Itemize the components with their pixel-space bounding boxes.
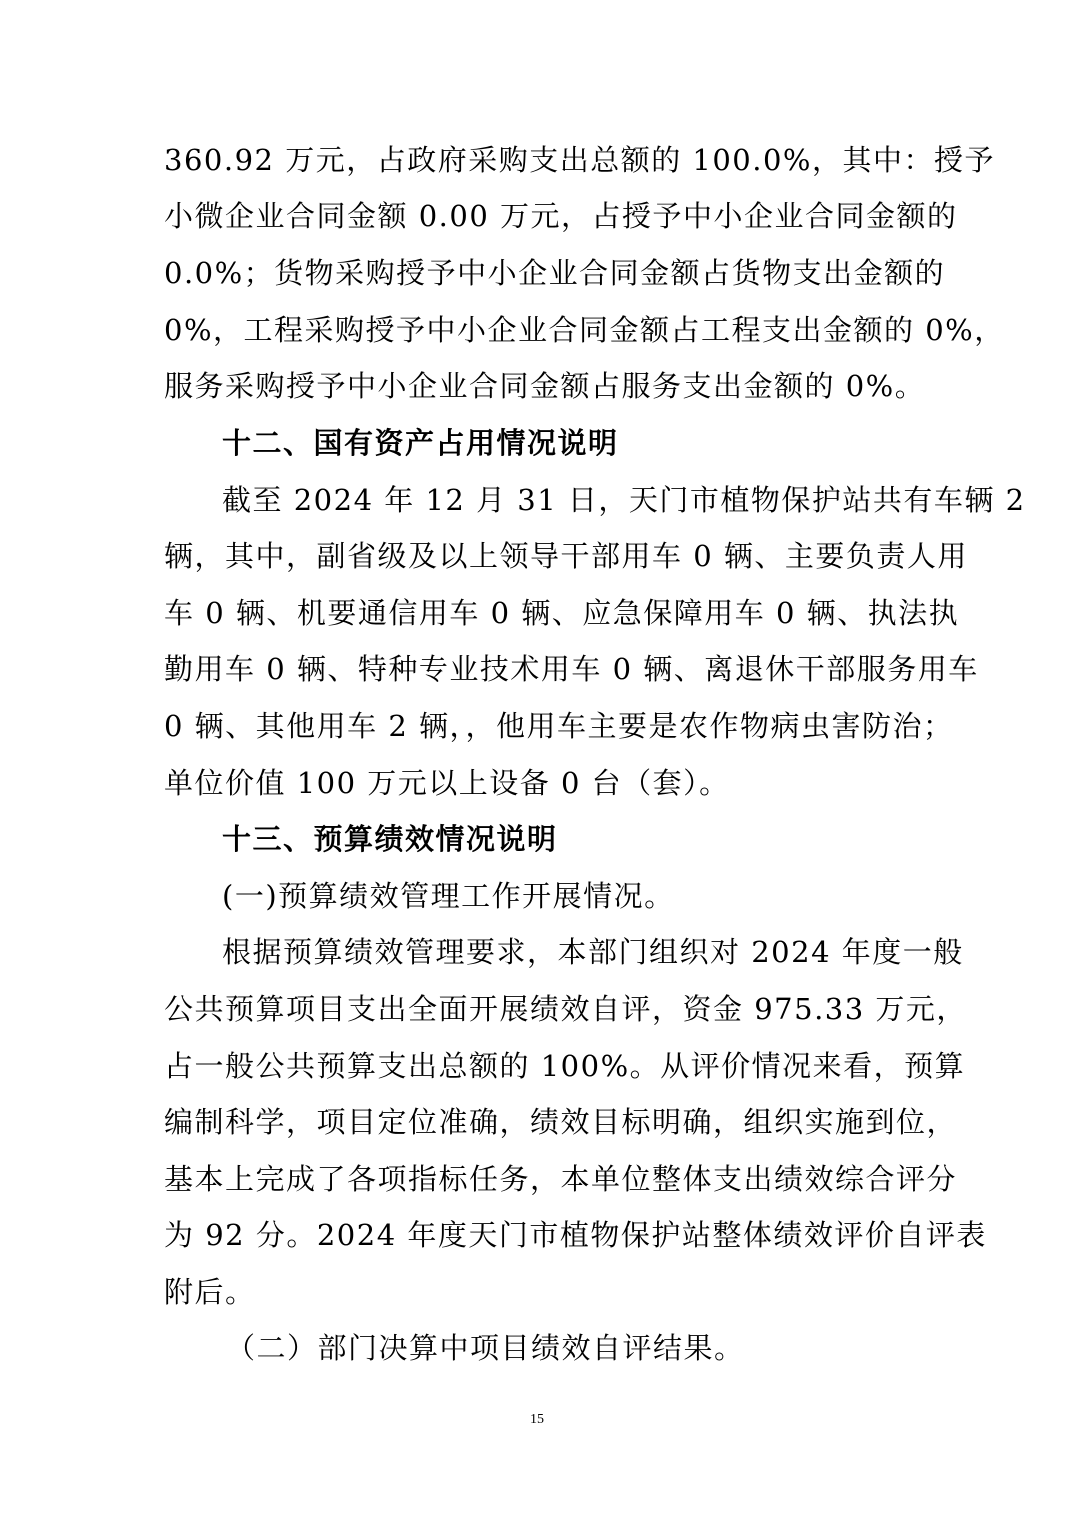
section-heading-12: 十二、国有资产占用情况说明 — [222, 426, 619, 460]
body-line: 为 92 分。2024 年度天门市植物保护站整体绩效评价自评表 — [164, 1218, 987, 1252]
body-line: 360.92 万元，占政府采购支出总额的 100.0%，其中：授予 — [164, 143, 995, 177]
body-line: 0.0%；货物采购授予中小企业合同金额占货物支出金额的 — [164, 256, 946, 290]
page-number: 15 — [530, 1412, 544, 1427]
body-line: 辆，其中，副省级及以上领导干部用车 0 辆、主要负责人用 — [164, 539, 968, 573]
body-line: 勤用车 0 辆、特种专业技术用车 0 辆、离退休干部服务用车 — [164, 652, 979, 686]
body-line: 小微企业合同金额 0.00 万元，占授予中小企业合同金额的 — [164, 199, 958, 233]
body-line: 基本上完成了各项指标任务，本单位整体支出绩效综合评分 — [164, 1162, 958, 1196]
body-line: 服务采购授予中小企业合同金额占服务支出金额的 0%。 — [164, 369, 926, 403]
body-line: 公共预算项目支出全面开展绩效自评，资金 975.33 万元， — [164, 992, 967, 1026]
body-line: 0 辆、其他用车 2 辆，，他用车主要是农作物病虫害防治； — [164, 709, 954, 743]
body-line: 单位价值 100 万元以上设备 0 台（套）。 — [164, 766, 730, 800]
subsection-heading: (一)预算绩效管理工作开展情况。 — [222, 879, 675, 913]
body-line: 0%，工程采购授予中小企业合同金额占工程支出金额的 0%， — [164, 313, 1005, 347]
body-line: 截至 2024 年 12 月 31 日，天门市植物保护站共有车辆 2 — [222, 483, 1026, 517]
body-line: 附后。 — [164, 1275, 256, 1309]
body-line: 车 0 辆、机要通信用车 0 辆、应急保障用车 0 辆、执法执 — [164, 596, 960, 630]
subsection-heading: （二）部门决算中项目绩效自评结果。 — [226, 1331, 745, 1365]
body-line: 编制科学，项目定位准确，绩效目标明确，组织实施到位， — [164, 1105, 958, 1139]
body-line: 根据预算绩效管理要求，本部门组织对 2024 年度一般 — [222, 935, 964, 969]
body-line: 占一般公共预算支出总额的 100%。从评价情况来看，预算 — [164, 1049, 966, 1083]
section-heading-13: 十三、预算绩效情况说明 — [222, 822, 558, 856]
